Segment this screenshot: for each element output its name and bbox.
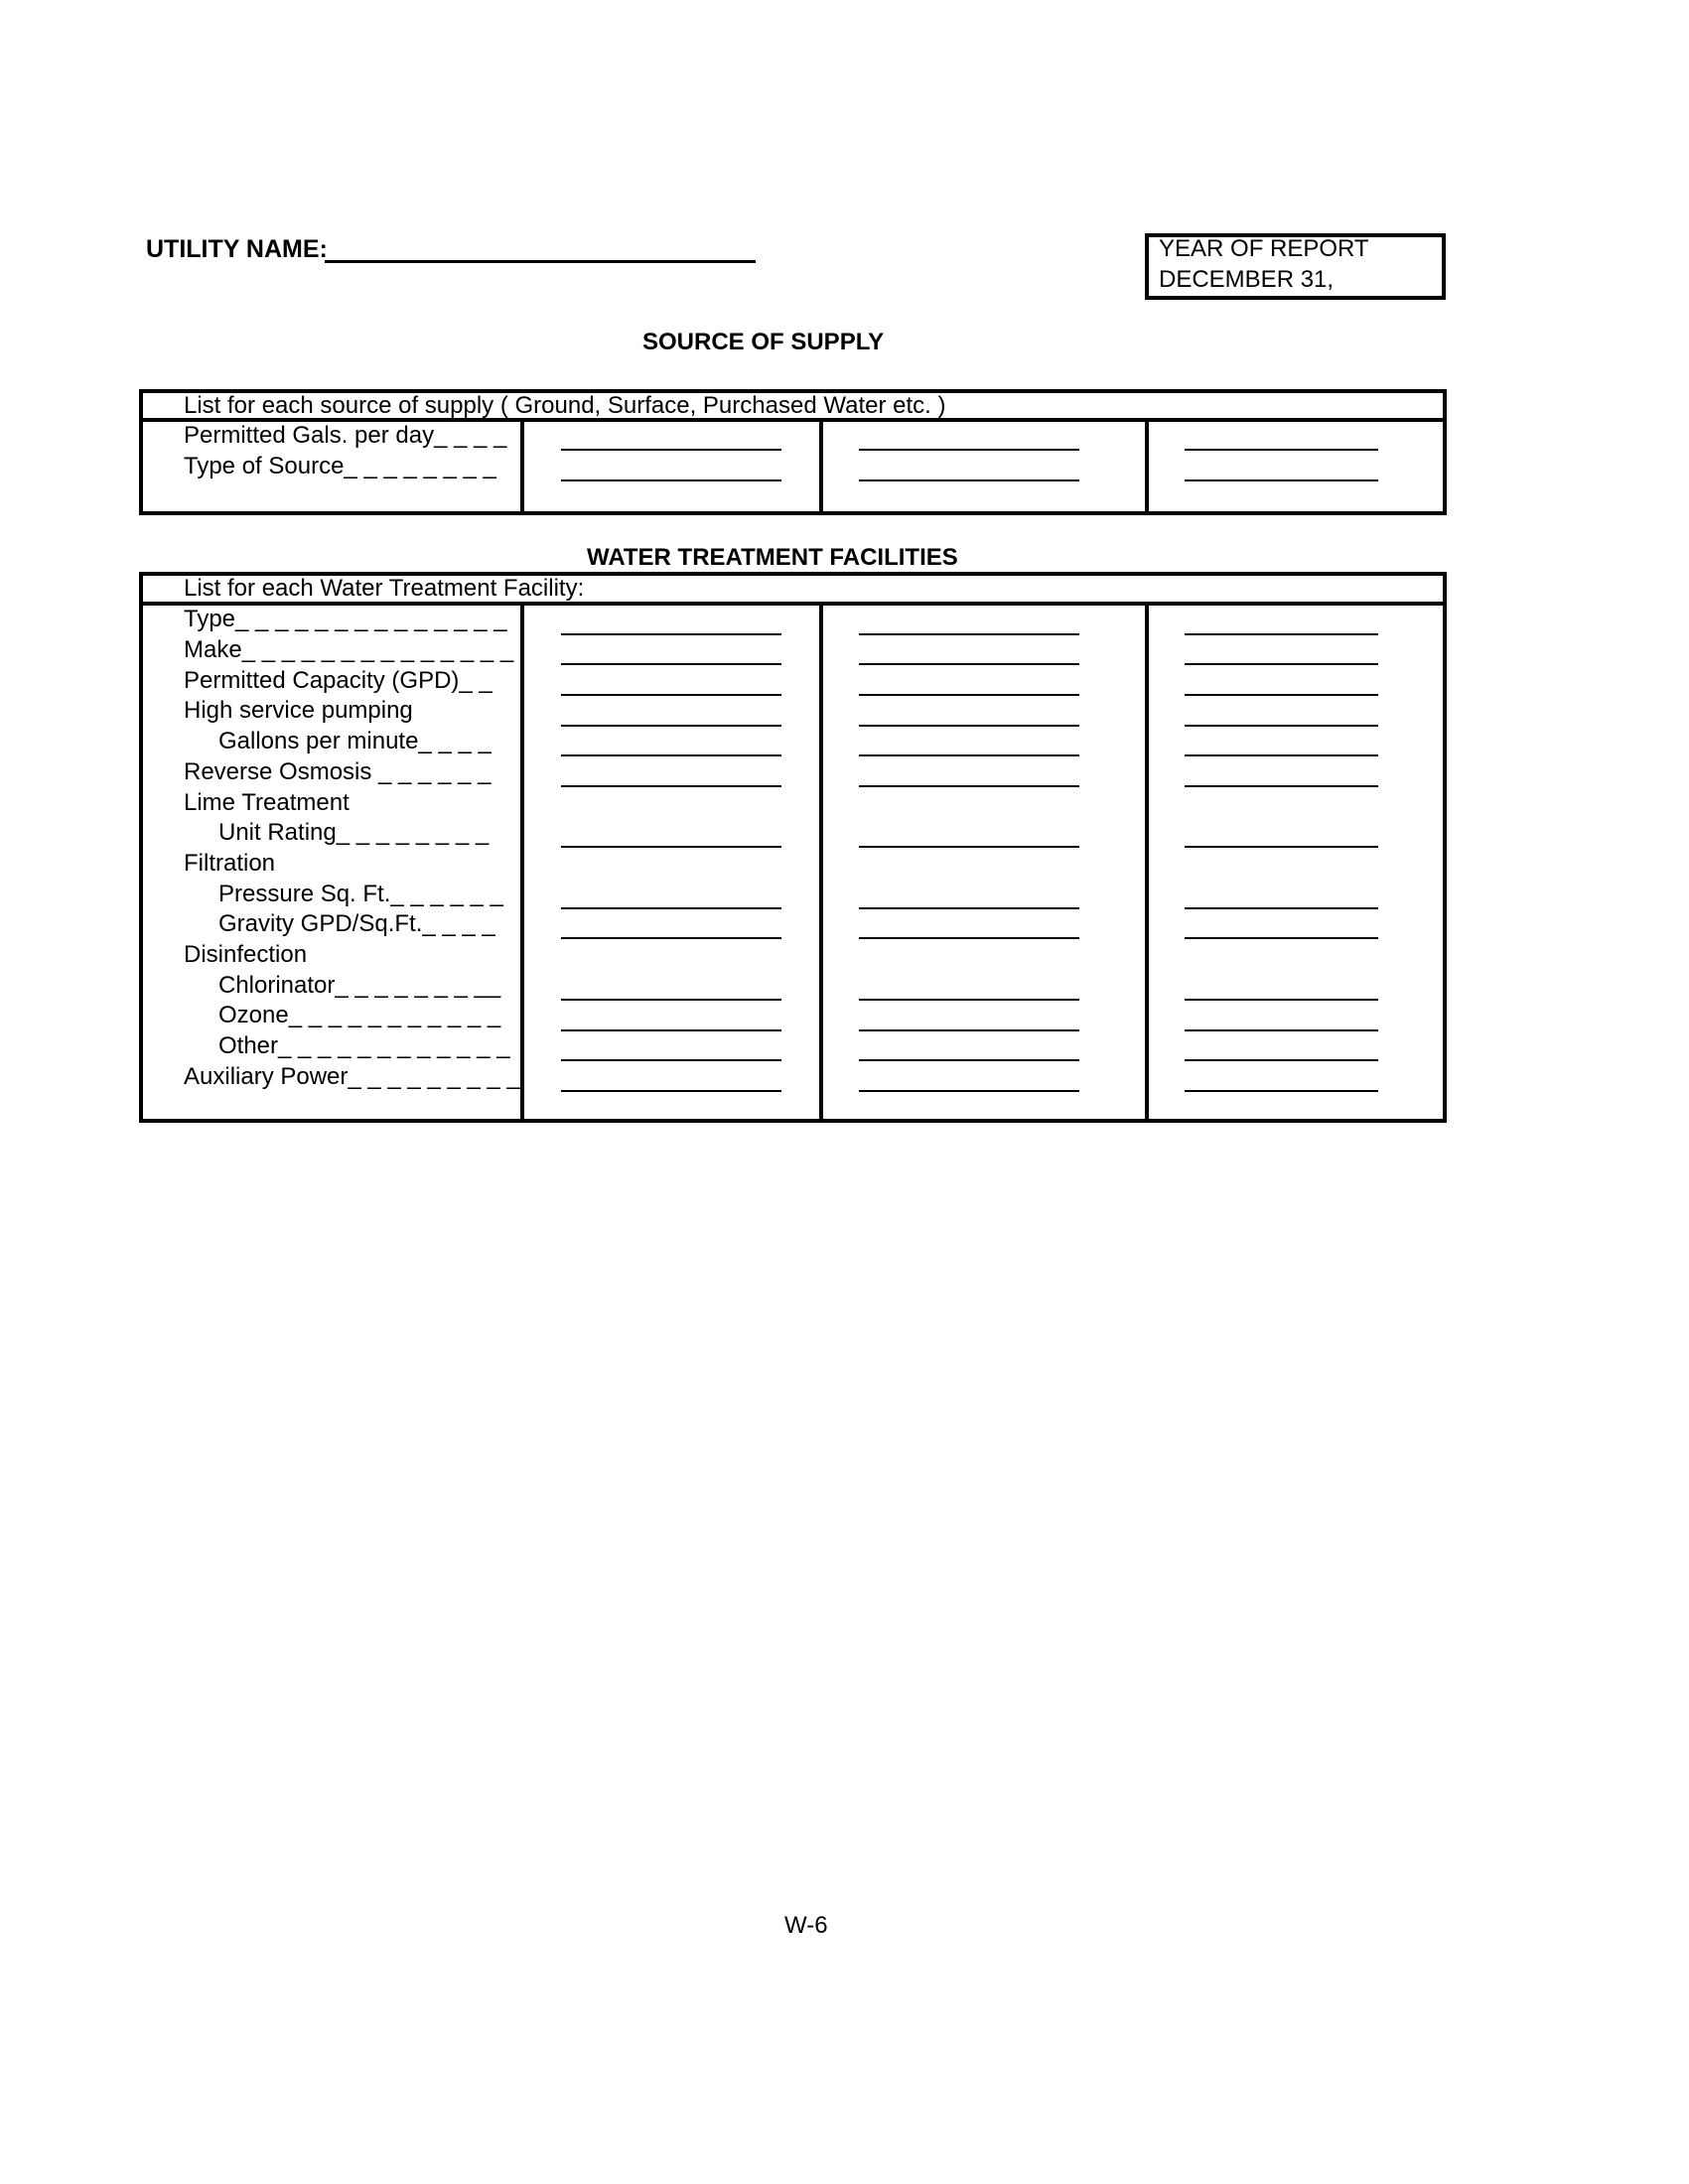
utility-name-label: UTILITY NAME: (146, 235, 328, 263)
treatment-row-label: Gallons per minute_ _ _ _ (218, 728, 492, 754)
treatment-fill-line[interactable] (561, 1059, 781, 1061)
treatment-row-label: Ozone_ _ _ _ _ _ _ _ _ _ _ (218, 1002, 501, 1028)
treatment-col-divider-1 (520, 602, 524, 1123)
source-fill-line[interactable] (859, 449, 1079, 451)
treatment-row-label: Other_ _ _ _ _ _ _ _ _ _ _ _ (218, 1032, 510, 1059)
page-number: W-6 (784, 1912, 828, 1939)
treatment-fill-line[interactable] (859, 663, 1079, 665)
source-header-text: List for each source of supply ( Ground, Surface, Purchased Water etc. ) (184, 392, 946, 419)
treatment-row-label: Type_ _ _ _ _ _ _ _ _ _ _ _ _ _ (184, 606, 507, 632)
treatment-fill-line[interactable] (1185, 907, 1378, 909)
treatment-row-label: Permitted Capacity (GPD)_ _ (184, 667, 493, 694)
treatment-fill-line[interactable] (1185, 633, 1378, 635)
treatment-fill-line[interactable] (561, 1029, 781, 1031)
treatment-col-divider-2 (819, 602, 823, 1123)
treatment-fill-line[interactable] (859, 937, 1079, 939)
treatment-fill-line[interactable] (561, 694, 781, 696)
treatment-row-label: Pressure Sq. Ft._ _ _ _ _ _ (218, 881, 503, 907)
treatment-fill-line[interactable] (859, 1029, 1079, 1031)
treatment-row-label: Make_ _ _ _ _ _ _ _ _ _ _ _ _ _ (184, 636, 514, 663)
treatment-fill-line[interactable] (859, 1059, 1079, 1061)
treatment-fill-line[interactable] (1185, 725, 1378, 727)
treatment-fill-line[interactable] (1185, 785, 1378, 787)
treatment-fill-line[interactable] (561, 907, 781, 909)
treatment-fill-line[interactable] (561, 725, 781, 727)
treatment-row-label: Chlorinator_ _ _ _ _ _ _ __ (218, 972, 501, 999)
treatment-fill-line[interactable] (859, 1090, 1079, 1092)
treatment-fill-line[interactable] (561, 846, 781, 848)
treatment-fill-line[interactable] (561, 937, 781, 939)
year-of-report-line2: DECEMBER 31, (1159, 266, 1335, 293)
treatment-fill-line[interactable] (1185, 754, 1378, 756)
treatment-row-label: High service pumping (184, 697, 413, 724)
treatment-fill-line[interactable] (859, 846, 1079, 848)
treatment-fill-line[interactable] (1185, 846, 1378, 848)
treatment-fill-line[interactable] (1185, 999, 1378, 1001)
source-fill-line[interactable] (561, 479, 781, 481)
treatment-fill-line[interactable] (561, 633, 781, 635)
treatment-fill-line[interactable] (1185, 937, 1378, 939)
treatment-fill-line[interactable] (1185, 663, 1378, 665)
water-treatment-title: WATER TREATMENT FACILITIES (587, 544, 958, 571)
treatment-fill-line[interactable] (859, 694, 1079, 696)
source-fill-line[interactable] (561, 449, 781, 451)
treatment-row-label: Unit Rating_ _ _ _ _ _ _ _ (218, 819, 490, 846)
source-row-label: Permitted Gals. per day_ _ _ _ (184, 422, 507, 449)
treatment-fill-line[interactable] (1185, 1090, 1378, 1092)
treatment-row-label: Gravity GPD/Sq.Ft._ _ _ _ (218, 910, 495, 937)
treatment-row-label: Lime Treatment (184, 789, 350, 816)
source-fill-line[interactable] (1185, 449, 1378, 451)
source-col-divider-3 (1145, 418, 1149, 515)
treatment-header-text: List for each Water Treatment Facility: (184, 575, 585, 602)
treatment-fill-line[interactable] (859, 907, 1079, 909)
treatment-row-label: Auxiliary Power_ _ _ _ _ _ _ _ _ (184, 1063, 520, 1090)
treatment-col-divider-3 (1145, 602, 1149, 1123)
source-row-label: Type of Source_ _ _ _ _ _ _ _ (184, 453, 496, 479)
treatment-fill-line[interactable] (859, 785, 1079, 787)
treatment-row-label: Disinfection (184, 941, 308, 968)
year-of-report-line1: YEAR OF REPORT (1159, 235, 1369, 262)
source-col-divider-1 (520, 418, 524, 515)
treatment-fill-line[interactable] (859, 725, 1079, 727)
treatment-row-label: Filtration (184, 850, 276, 877)
treatment-fill-line[interactable] (561, 663, 781, 665)
treatment-fill-line[interactable] (561, 1090, 781, 1092)
source-of-supply-title: SOURCE OF SUPPLY (642, 329, 885, 355)
treatment-fill-line[interactable] (859, 633, 1079, 635)
treatment-fill-line[interactable] (561, 999, 781, 1001)
treatment-row-label: Reverse Osmosis _ _ _ _ _ _ (184, 758, 492, 785)
source-fill-line[interactable] (859, 479, 1079, 481)
treatment-fill-line[interactable] (859, 754, 1079, 756)
source-fill-line[interactable] (1185, 479, 1378, 481)
utility-name-input-line[interactable] (325, 260, 756, 263)
treatment-fill-line[interactable] (561, 785, 781, 787)
treatment-fill-line[interactable] (561, 754, 781, 756)
treatment-fill-line[interactable] (1185, 1029, 1378, 1031)
treatment-fill-line[interactable] (859, 999, 1079, 1001)
treatment-fill-line[interactable] (1185, 694, 1378, 696)
source-col-divider-2 (819, 418, 823, 515)
treatment-fill-line[interactable] (1185, 1059, 1378, 1061)
